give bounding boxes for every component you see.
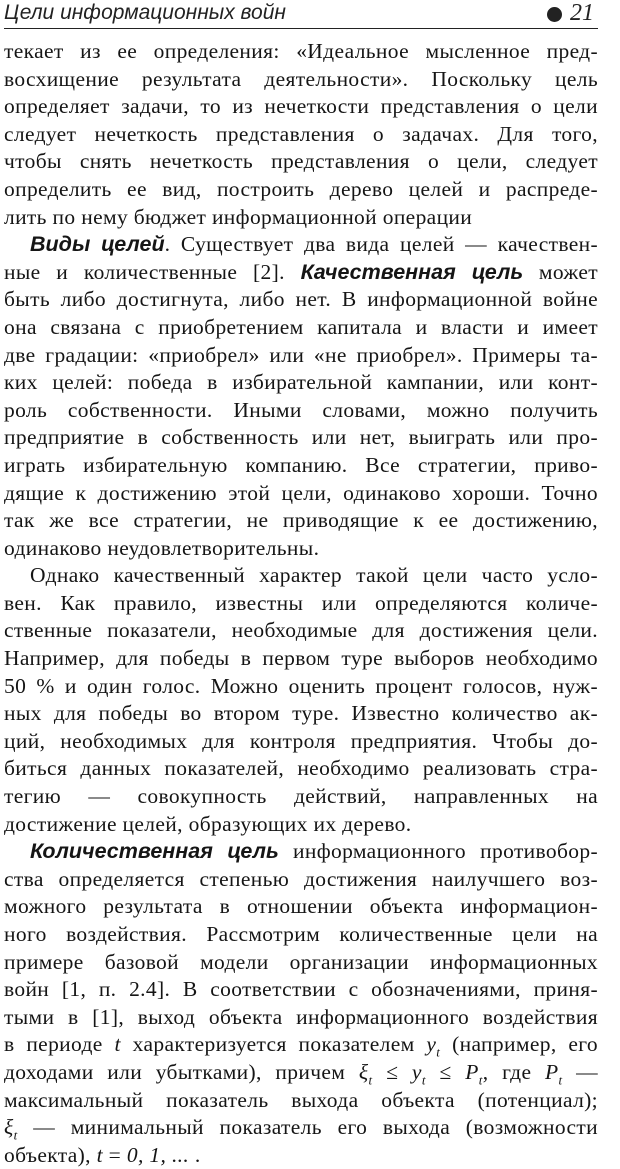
text-line: [4, 590, 598, 618]
math-variable: P: [465, 1059, 479, 1084]
text-run: =: [102, 1142, 127, 1167]
text-run: предприятие в собственность или нет, выиграть или про-: [4, 425, 598, 450]
math-variable: ξ: [358, 1059, 369, 1084]
text-run: 50 % и один голос. Можно оценить процент голосов, нуж-: [4, 673, 598, 698]
text-run: — минимальный показатель его выхода (возможности: [17, 1115, 598, 1140]
term-emphasis: Виды целей: [30, 232, 165, 257]
text-line: [4, 93, 598, 121]
text-run: войн [1, п. 2.4]. В соответствии с обозначениями, приня-: [4, 977, 598, 1002]
text-run: доходами или убытками), причем: [4, 1059, 359, 1084]
page-header: [4, 0, 598, 29]
text-run: играть избирательную компанию. Все стратегии, приво-: [4, 452, 598, 477]
text-run: примере базовой модели организации информационных: [4, 949, 598, 974]
text-line: [4, 1087, 598, 1115]
subscript: t: [368, 1072, 373, 1087]
subscript: t: [558, 1072, 563, 1087]
math-variable: P: [545, 1059, 559, 1084]
text-run: может: [523, 259, 598, 284]
text-line: [4, 507, 598, 535]
subscript: t: [13, 1127, 18, 1142]
math-variable: t: [96, 1142, 103, 1167]
text-run: (например, его: [440, 1032, 598, 1057]
text-line: [4, 204, 598, 232]
text-run: быть либо достигнута, либо нет. В информационной войне: [4, 287, 598, 312]
text-line: [4, 728, 598, 756]
text-line: [4, 259, 598, 287]
text-line: [4, 1142, 598, 1169]
text-line: [4, 976, 598, 1004]
text-run: ных для победы во втором туре. Известно количество ак-: [4, 701, 598, 726]
text-line: [4, 342, 598, 370]
text-run: лить по нему бюджет информационной операции: [4, 204, 473, 229]
subscript: t: [436, 1044, 441, 1059]
text-line: [4, 148, 598, 176]
text-run: ные и количественные [2].: [4, 259, 301, 284]
subscript: t: [421, 1072, 426, 1087]
text-run: ного воздействия. Рассмотрим количественные цели на: [4, 922, 598, 946]
subscript: t: [478, 1072, 483, 1087]
term-emphasis: Качественная цель: [300, 259, 524, 284]
text-run: Однако качественный характер такой цели часто усло-: [30, 563, 598, 588]
text-line: [4, 397, 598, 425]
text-line: [4, 783, 598, 811]
text-line: [4, 286, 598, 314]
text-run: одинаково неудовлетворительны.: [4, 535, 320, 560]
text-line: [4, 949, 598, 977]
text-line: [4, 1031, 598, 1059]
text-run: . Существует два вида целей — качествен-: [164, 232, 598, 257]
text-run: в периоде: [4, 1032, 115, 1057]
text-line: [4, 66, 598, 94]
text-run: ≤: [425, 1059, 466, 1084]
text-run: , где: [482, 1059, 546, 1084]
text-line: [4, 1004, 598, 1032]
text-run: чтобы снять нечеткость представления о цели, следует: [4, 149, 598, 174]
text-run: характеризуется показателем: [120, 1032, 427, 1057]
text-line: [4, 424, 598, 452]
page-number: 21: [570, 0, 594, 26]
text-line: [4, 452, 598, 480]
math-variable: t: [114, 1032, 121, 1057]
body-text: [4, 38, 598, 1169]
text-line: [4, 314, 598, 342]
text-run: ства определяется степенью достижения наилучшего воз-: [4, 866, 598, 891]
text-line: [4, 811, 598, 839]
text-line: [4, 562, 598, 590]
bullet-icon: [547, 7, 562, 22]
text-run: ственные показатели, необходимые для достижения цели.: [4, 618, 598, 643]
text-line: [4, 1059, 598, 1087]
text-line: [4, 535, 598, 563]
text-run: дящие к достижению этой цели, одинаково хороши. Точно: [4, 480, 598, 505]
text-run: определить ее вид, построить дерево целей и распреде-: [4, 176, 598, 201]
math-variable: ξ: [4, 1115, 14, 1140]
math-variable: y: [426, 1032, 437, 1057]
text-run: можного результата в отношении объекта информацион-: [4, 894, 598, 919]
term-emphasis: Количественная цель: [30, 839, 279, 864]
text-run: она связана с приобретением капитала и власти и имеет: [4, 314, 598, 339]
text-line: [4, 755, 598, 783]
text-run: Например, для победы в первом туре выборов необходимо: [4, 646, 598, 671]
text-run: достижение целей, образующих их дерево.: [4, 811, 412, 836]
text-line: [4, 121, 598, 149]
math-variable: y: [411, 1059, 422, 1084]
text-run: тегию — совокупность действий, направленных на: [4, 784, 598, 809]
text-run: ≤: [372, 1059, 412, 1084]
text-line: [4, 1114, 598, 1142]
text-run: текает из ее определения: «Идеальное мысленное пред-: [4, 39, 598, 63]
text-run: так же все стратегии, не приводящие к ее достижению,: [4, 508, 598, 533]
text-line: [4, 38, 598, 66]
text-line: [4, 700, 598, 728]
text-run: информационного противобор-: [278, 839, 598, 864]
text-line: [4, 921, 598, 949]
text-line: [4, 480, 598, 508]
text-line: [4, 893, 598, 921]
text-line: [4, 617, 598, 645]
text-line: [4, 645, 598, 673]
text-run: объекта),: [4, 1142, 97, 1167]
text-line: [4, 369, 598, 397]
text-run: ких целей: победа в избирательной кампании, или конт-: [4, 370, 598, 395]
text-run: две градации: «приобрел» или «не приобрел». Примеры та-: [4, 342, 598, 367]
text-run: максимальный показатель выхода объекта (потенциал);: [4, 1087, 598, 1112]
text-line: [4, 838, 598, 866]
text-line: [4, 231, 598, 259]
text-line: [4, 176, 598, 204]
text-run: следует нечеткость представления о задачах. Для того,: [4, 121, 598, 146]
text-run: биться данных показателей, необходимо реализовать стра-: [4, 756, 598, 781]
math-variable: 0, 1, ...: [126, 1142, 190, 1167]
text-line: [4, 866, 598, 894]
text-run: —: [562, 1059, 598, 1084]
running-title: Цели информационных войн: [4, 1, 286, 24]
text-run: определяет задачи, то из нечеткости представления о цели: [4, 94, 598, 119]
text-line: [4, 673, 598, 701]
text-run: роль собственности. Иными словами, можно получить: [4, 397, 598, 422]
text-run: тыми в [1], выход объекта информационного воздействия: [4, 1004, 598, 1029]
text-run: ций, необходимых для контроля предприятия. Чтобы до-: [4, 728, 598, 753]
text-run: восхищение результата деятельности». Поскольку цель: [4, 66, 598, 91]
text-run: .: [189, 1142, 201, 1167]
text-run: вен. Как правило, известны или определяются количе-: [4, 590, 598, 615]
